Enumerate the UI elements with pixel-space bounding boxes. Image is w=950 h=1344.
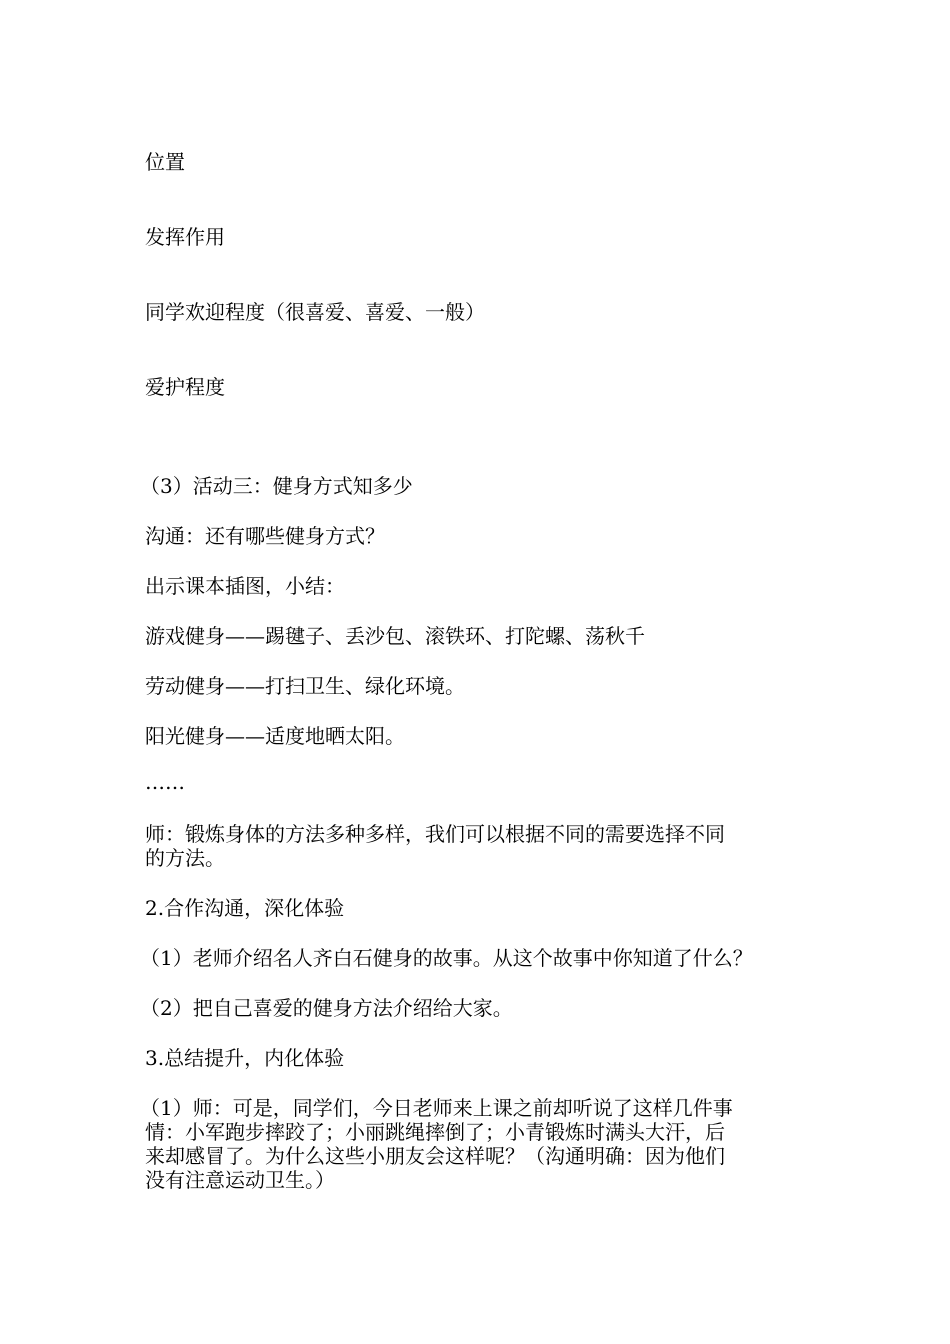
section3-item1-line1: （1）师：可是，同学们，今日老师来上课之前却听说了这样几件事: [140, 1096, 733, 1120]
table-row-role: 发挥作用: [145, 225, 225, 249]
section3-item1-line3: 来却感冒了。为什么这些小朋友会这样呢？（沟通明确：因为他们: [145, 1144, 725, 1168]
sun-fitness: 阳光健身——适度地晒太阳。: [145, 724, 405, 748]
show-illustration: 出示课本插图，小结：: [145, 574, 345, 598]
labor-fitness: 劳动健身——打扫卫生、绿化环境。: [145, 674, 465, 698]
game-fitness: 游戏健身——踢毽子、丢沙包、滚铁环、打陀螺、荡秋千: [145, 624, 645, 648]
section3-item1-line2: 情：小军跑步摔跤了；小丽跳绳摔倒了；小青锻炼时满头大汗，后: [145, 1120, 725, 1144]
teacher-summary-line1: 师：锻炼身体的方法多种多样，我们可以根据不同的需要选择不同: [145, 822, 725, 846]
ellipsis: ……: [145, 770, 185, 794]
section2-item1: （1）老师介绍名人齐白石健身的故事。从这个故事中你知道了什么？: [140, 946, 753, 970]
section3-heading: 3.总结提升，内化体验: [145, 1046, 345, 1070]
section2-heading: 2.合作沟通，深化体验: [145, 896, 345, 920]
section2-item2: （2）把自己喜爱的健身方法介绍给大家。: [140, 996, 513, 1020]
table-row-popularity: 同学欢迎程度（很喜爱、喜爱、一般）: [145, 300, 485, 324]
table-row-position: 位置: [145, 150, 185, 174]
discuss-question: 沟通：还有哪些健身方式？: [145, 524, 385, 548]
table-row-care: 爱护程度: [145, 375, 225, 399]
activity3-heading: （3）活动三：健身方式知多少: [140, 474, 413, 498]
teacher-summary-line2: 的方法。: [145, 846, 225, 870]
section3-item1-line4: 没有注意运动卫生。）: [145, 1168, 335, 1192]
